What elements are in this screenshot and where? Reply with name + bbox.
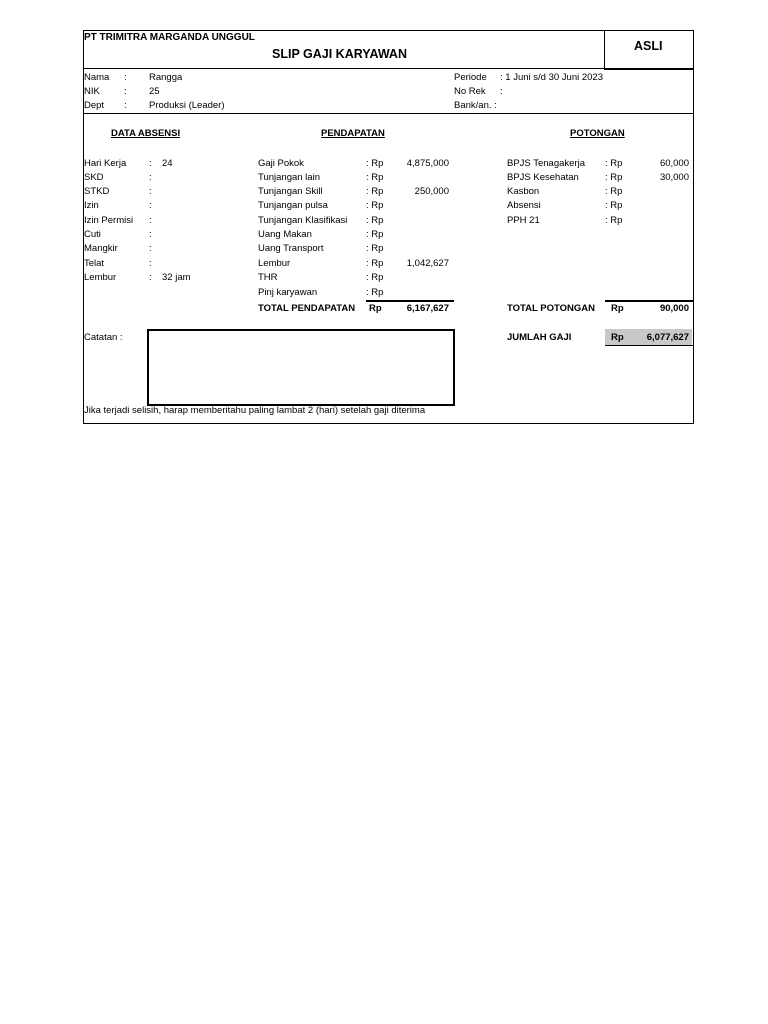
potongan-label: Kasbon [507,186,540,197]
pendapatan-label: Tunjangan Skill [258,186,323,197]
asli-badge: ASLI [634,39,663,53]
potongan-value: 60,000 [659,158,689,169]
dept-sep: : [124,100,127,111]
potongan-currency: : Rp [605,215,623,226]
absensi-label: Izin Permisi [84,215,134,226]
pendapatan-currency: : Rp [366,200,384,211]
absensi-sep: : [149,215,152,226]
nama-value: Rangga [149,72,183,83]
absensi-value: 24 [162,158,173,169]
total-pendapatan-label: TOTAL PENDAPATAN [258,303,356,314]
dept-value: Produksi (Leader) [149,100,225,111]
absensi-label: SKD [84,172,104,183]
total-pendapatan-rule [366,300,454,302]
nik-label: NIK [84,86,100,97]
potongan-label: BPJS Kesehatan [507,172,579,183]
nik-value: 25 [149,86,160,97]
potongan-currency: : Rp [605,158,623,169]
pendapatan-currency: : Rp [366,215,384,226]
pendapatan-currency: : Rp [366,287,384,298]
potongan-value: 30,000 [659,172,689,183]
company-name: PT TRIMITRA MARGANDA UNGGUL [84,32,255,43]
absensi-sep: : [149,272,152,283]
pendapatan-label: Uang Makan [258,229,312,240]
pendapatan-label: Tunjangan Klasifikasi [258,215,348,226]
pendapatan-label: Uang Transport [258,243,324,254]
absensi-sep: : [149,158,152,169]
absensi-label: Mangkir [84,243,118,254]
page-title: SLIP GAJI KARYAWAN [272,47,407,61]
pendapatan-currency: : Rp [366,229,384,240]
absensi-sep: : [149,243,152,254]
absensi-sep: : [149,186,152,197]
absensi-sep: : [149,229,152,240]
absensi-sep: : [149,258,152,269]
absensi-label: Hari Kerja [84,158,127,169]
total-potongan-rule [605,300,693,302]
total-pendapatan-value: 6,167,627 [406,303,449,314]
catatan-label: Catatan : [84,332,123,343]
potongan-heading: POTONGAN [570,128,625,139]
total-potongan-label: TOTAL POTONGAN [507,303,595,314]
pendapatan-label: Pinj karyawan [258,287,318,298]
potongan-label: BPJS Tenagakerja [507,158,585,169]
pendapatan-label: Gaji Pokok [258,158,304,169]
absensi-sep: : [149,172,152,183]
pendapatan-value: 250,000 [414,186,449,197]
jumlah-gaji-underline [605,345,693,346]
absensi-label: Telat [84,258,105,269]
pendapatan-currency: : Rp [366,258,384,269]
absensi-label: Izin [84,200,99,211]
absensi-value: 32 jam [162,272,191,283]
absensi-sep: : [149,200,152,211]
total-potongan-value: 90,000 [659,303,689,314]
potongan-currency: : Rp [605,172,623,183]
absensi-label: STKD [84,186,110,197]
absensi-label: Cuti [84,229,101,240]
periode-label: Periode [454,72,487,83]
jumlah-gaji-value: 6,077,627 [646,332,689,343]
nik-sep: : [124,86,127,97]
pendapatan-currency: : Rp [366,272,384,283]
pendapatan-currency: : Rp [366,158,384,169]
potongan-label: PPH 21 [507,215,540,226]
potongan-currency: : Rp [605,186,623,197]
absensi-heading: DATA ABSENSI [111,128,181,139]
absensi-label: Lembur [84,272,117,283]
pendapatan-value: 1,042,627 [406,258,449,269]
potongan-currency: : Rp [605,200,623,211]
bank-label: Bank/an. : [454,100,497,111]
nama-label: Nama [84,72,110,83]
jumlah-gaji-currency: Rp [611,332,624,343]
total-potongan-currency: Rp [611,303,624,314]
pendapatan-label: Tunjangan lain [258,172,320,183]
pendapatan-currency: : Rp [366,243,384,254]
employee-divider [83,113,693,114]
periode-value: : 1 Juni s/d 30 Juni 2023 [500,72,603,83]
pendapatan-label: THR [258,272,278,283]
pendapatan-label: Lembur [258,258,291,269]
pendapatan-heading: PENDAPATAN [321,128,385,139]
pendapatan-currency: : Rp [366,172,384,183]
jumlah-gaji-label: JUMLAH GAJI [507,332,572,343]
total-pendapatan-currency: Rp [369,303,382,314]
catatan-box[interactable] [147,329,455,406]
nama-sep: : [124,72,127,83]
norek-label: No Rek [454,86,486,97]
pendapatan-currency: : Rp [366,186,384,197]
norek-value: : [500,86,503,97]
pendapatan-label: Tunjangan pulsa [258,200,328,211]
dept-label: Dept [84,100,105,111]
potongan-label: Absensi [507,200,541,211]
pendapatan-value: 4,875,000 [406,158,449,169]
footer-note: Jika terjadi selisih, harap memberitahu paling lambat 2 (hari) setelah gaji diterima [84,405,426,416]
header-divider [83,68,693,69]
